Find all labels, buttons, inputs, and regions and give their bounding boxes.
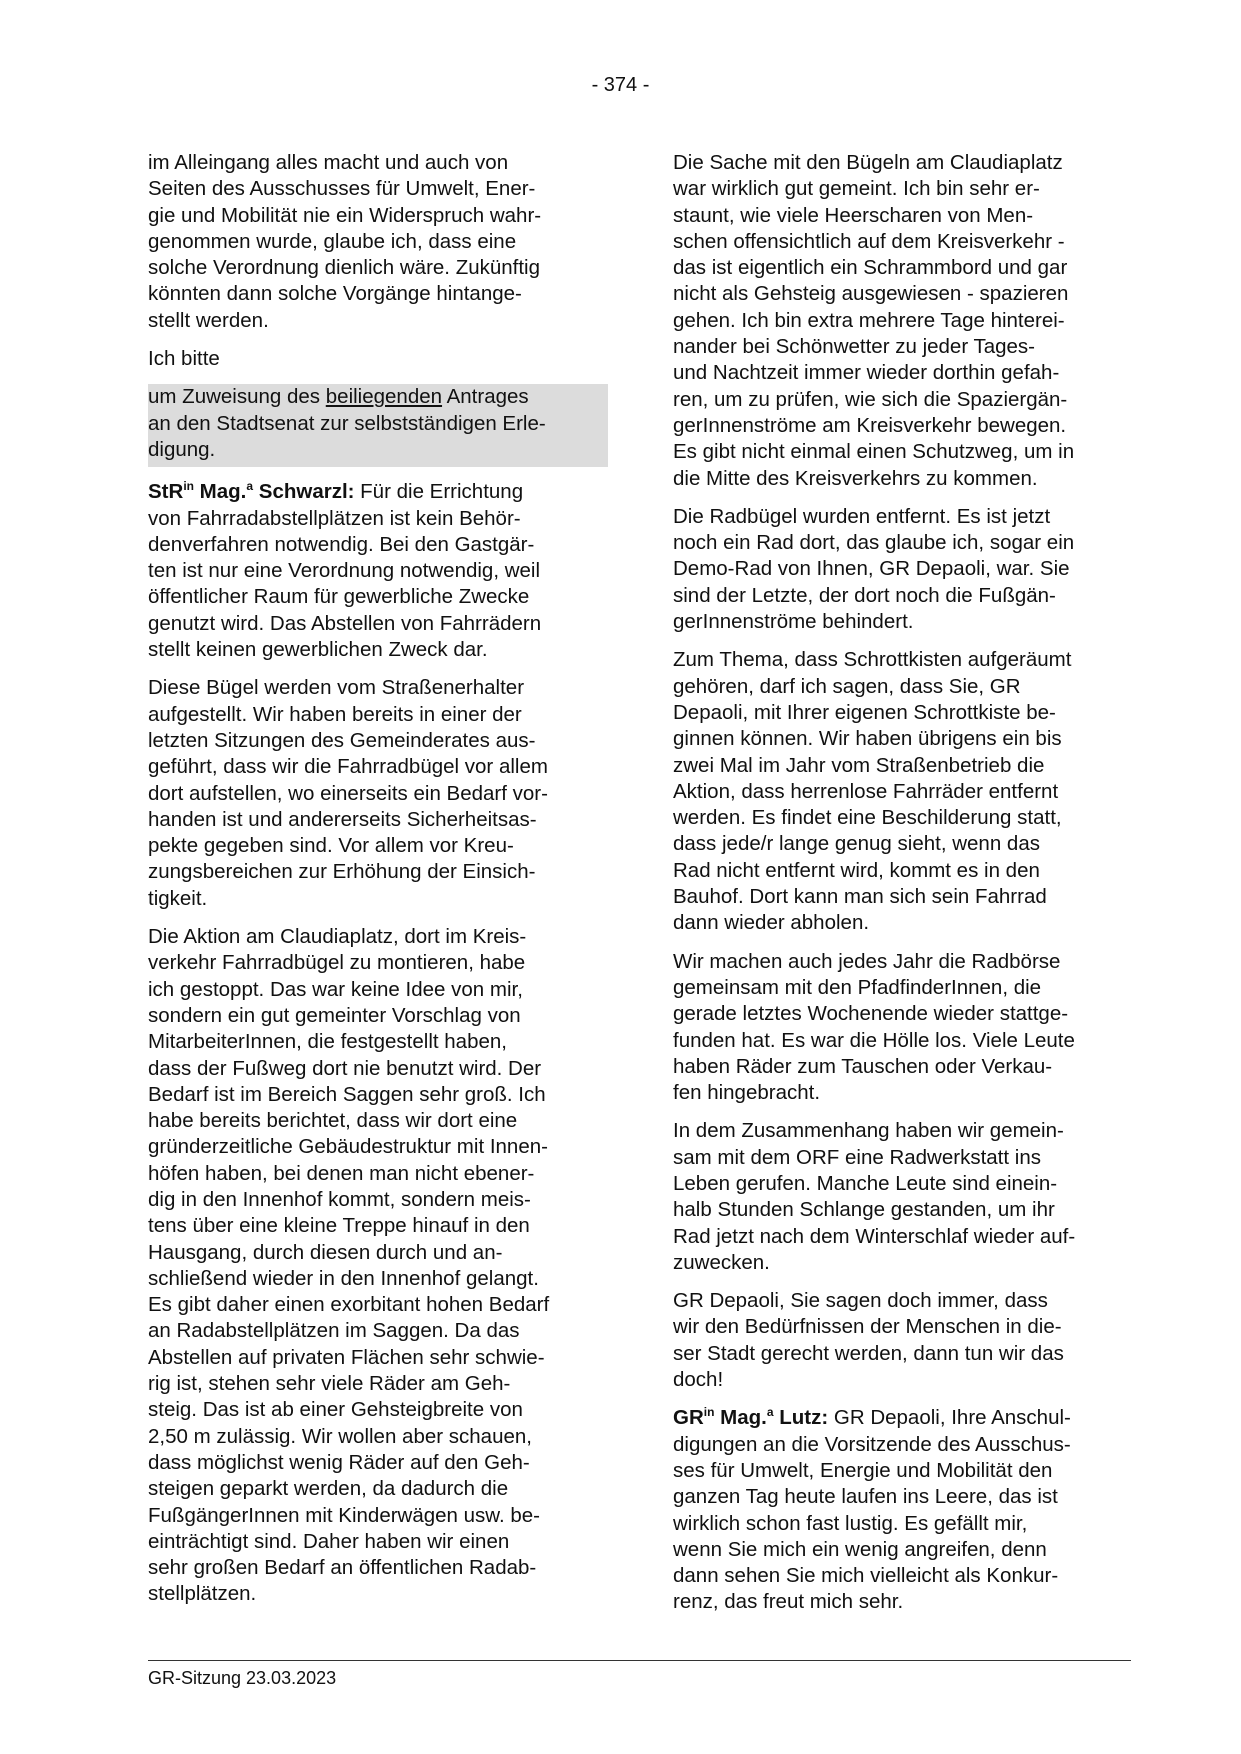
speaker-title: Mag. <box>714 1406 767 1430</box>
speaker-title: Mag. <box>193 480 247 504</box>
speaker-role-suffix: in <box>703 1405 715 1420</box>
paragraph: Die Aktion am Claudiaplatz, dort im Kreis- verkehr Fahrradbügel zu montieren, habe ich gestoppt. Das war keine Idee von mir, sondern ein gut gemeinter Vorschlag von MitarbeiterInnen, die festgestellt haben, dass der Fußweg dort nie benutzt wird. Der Bedarf ist im Bereich Saggen sehr groß. Ich habe bereits berichtet, dass wir dort eine gründerzeitliche Gebäudestruktur mit Innen- höfen haben, bei denen man nicht ebener- dig in den Innenhof kommt, sondern meis- tens über eine kleine Treppe hinauf in den Hausgang, durch diesen durch und an- schließend wieder in den Innenhof gelangt. Es gibt daher einen exorbitant hohen Bedarf an Radabstellplätzen im Saggen. Da das Abstellen auf privaten Flächen sehr schwie- rig ist, stehen sehr viele Räder am Geh- steig. Das ist ab einer Gehsteigbreite von 2,50 m zulässig. Wir wollen aber schauen, dass möglichst wenig Räder auf den Geh- steigen geparkt werden, da dadurch die FußgängerInnen mit Kinderwägen usw. be- einträchtigt sind. Daher haben wir einen sehr großen Bedarf an öffentlichen Radab- stellplätzen. <box>148 925 550 1606</box>
paragraph: In dem Zusammenhang haben wir gemein- sam mit dem ORF eine Radwerkstatt ins Leben gerufen. Manche Leute sind einein- halb Stunden Schlange gestanden, um ihr Rad jetzt nach dem Winterschlaf wieder auf- zuwecken. <box>673 1119 1076 1274</box>
right-column <box>673 150 1133 1628</box>
speaker-role-suffix: in <box>183 479 194 494</box>
speaker-title-suffix: a <box>766 1405 774 1420</box>
speaker-role: StR <box>148 480 184 504</box>
paragraph: Die Sache mit den Bügeln am Claudiaplatz war wirklich gut gemeint. Ich bin sehr er- staunt, wie viele Heerscharen von Men- schen offensichtlich auf dem Kreisverkehr - das ist eigentlich ein Schrammbord und gar nicht als Gehsteig ausgewiesen - spazieren gehen. Ich bin extra mehrere Tage hinterei- nander bei Schönwetter zu jeder Tages- und Nachtzeit immer wieder dorthin gefah- ren, um zu prüfen, wie sich die Spaziergän- gerInnenströme am Kreisverkehr bewegen. Es gibt nicht einmal einen Schutzweg, um in die Mitte des Kreisverkehrs zu kommen. <box>673 151 1075 490</box>
request-text-end: Antrages an den Stadtsenat zur selbstständigen Erle- digung. <box>148 385 546 461</box>
request-intro: Ich bitte <box>148 347 220 371</box>
speaker-paragraph-schwarzl <box>148 479 608 663</box>
speaker-label <box>148 480 354 503</box>
speaker-paragraph-lutz <box>673 1405 1133 1615</box>
footer-divider <box>148 1660 1131 1661</box>
request-underlined-word: beiliegenden <box>325 385 443 409</box>
paragraph: Zum Thema, dass Schrottkisten aufgeräumt gehören, darf ich sagen, dass Sie, GR Depaoli, mit Ihrer eigenen Schrottkiste be- ginnen können. Wir haben übrigens ein bis zwei Mal im Jahr vom Straßenbetrieb die Aktion, dass herrenlose Fahrräder entfernt werden. Es findet eine Beschilderung statt, dass jede/r lange genug sieht, wenn das Rad nicht entfernt wird, kommt es in den Bauhof. Dort kann man sich sein Fahrrad dann wieder abholen. <box>673 648 1072 935</box>
paragraph: Die Radbügel wurden entfernt. Es ist jetzt noch ein Rad dort, das glaube ich, sogar ein Demo-Rad von Ihnen, GR Depaoli, war. Sie sind der Letzte, der dort noch die Fußgän- gerInnenströme behindert. <box>673 504 1075 634</box>
paragraph: Wir machen auch jedes Jahr die Radbörse gemeinsam mit den PfadfinderInnen, die gerade letztes Wochenende wieder stattge- funden hat. Es war die Hölle los. Viele Leute haben Räder zum Tauschen oder Verkau- fen hingebracht. <box>673 949 1075 1105</box>
request-text-start: um Zuweisung des <box>148 385 326 409</box>
paragraph: GR Depaoli, Sie sagen doch immer, dass wir den Bedürfnissen der Menschen in die- ser Stadt gerecht werden, dann tun wir das doch! <box>673 1289 1064 1392</box>
speaker-role: GR <box>673 1406 704 1430</box>
speaker-name: Lutz: <box>773 1406 829 1430</box>
page-number: - 374 - <box>591 74 650 96</box>
left-column <box>148 150 608 1620</box>
speech-text: Für die Errichtung von Fahrradabstellplätzen ist kein Behör- denverfahren notwendig. Bei den Gastgär- ten ist nur eine Verordnung notwendig, weil öffentlicher Raum für gewerbliche Zwecke genutzt wird. Das Abstellen von Fahrrädern stellt keinen gewerblichen Zweck dar. <box>148 480 542 662</box>
speaker-title-suffix: a <box>246 479 254 494</box>
footer-session-date: GR-Sitzung 23.03.2023 <box>148 1668 337 1688</box>
request-highlight <box>148 384 608 467</box>
speaker-label <box>673 1406 828 1429</box>
speaker-name: Schwarzl: <box>253 480 355 504</box>
paragraph: im Alleingang alles macht und auch von Seiten des Ausschusses für Umwelt, Ener- gie und Mobilität nie ein Widerspruch wahr- genommen wurde, glaube ich, dass eine solche Verordnung dienlich wäre. Zukünftig könnten dann solche Vorgänge hintange- stellt werden. <box>148 151 542 332</box>
paragraph: Diese Bügel werden vom Straßenerhalter aufgestellt. Wir haben bereits in einer der letzten Sitzungen des Gemeinderates aus- geführt, dass wir die Fahrradbügel vor allem dort aufstellen, wo einerseits ein Bedarf vor- handen ist und andererseits Sicherheitsas- pekte gegeben sind. Vor allem vor Kreu- zungsbereichen zur Erhöhung der Einsich- tigkeit. <box>148 676 548 910</box>
speech-text: GR Depaoli, Ihre Anschul- digungen an die Vorsitzende des Ausschus- ses für Umwelt, Energie und Mobilität den ganzen Tag heute laufen ins Leere, das ist wirklich schon fast lustig. Es gefällt mir, wenn Sie mich ein wenig angreifen, denn dann sehen Sie mich vielleicht als Konkur- renz, das freut mich sehr. <box>673 1406 1071 1614</box>
